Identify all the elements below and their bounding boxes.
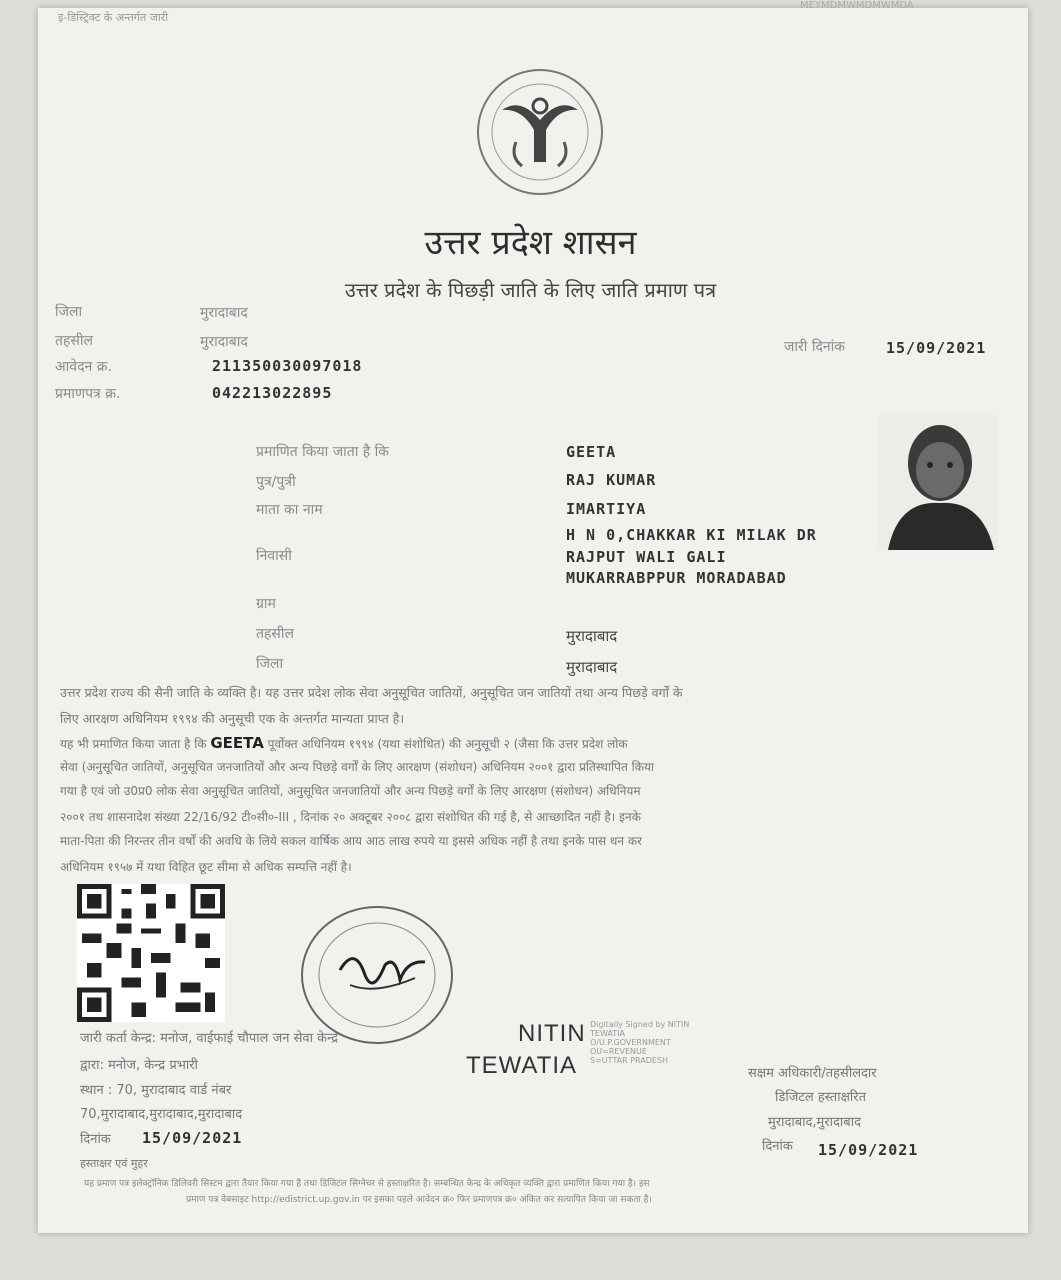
mother-label: माता का नाम [256,502,323,518]
issued-by: द्वारा: मनोज, केन्द्र प्रभारी [80,1058,198,1073]
body-line-8: अधिनियम १९५७ में यथा विहित छूट सीमा से अधिक सम्पत्ति नहीं है। [60,860,352,874]
header-note: इ-डिस्ट्रिक्ट के अन्तर्गत जारी [58,11,169,24]
name-value: GEETA [566,443,617,461]
footer-date-value: 15/09/2021 [142,1129,243,1147]
issue-date-value: 15/09/2021 [886,339,987,357]
certified-label: प्रमाणित किया जाता है कि [256,444,390,460]
place: स्थान : 70, मुरादाबाद वार्ड नंबर [80,1083,232,1098]
certificate-label: प्रमाणपत्र क्र. [55,386,121,402]
application-number: 211350030097018 [212,357,363,375]
body-line-3-prefix: यह भी प्रमाणित किया जाता है कि [60,737,211,751]
state-emblem-logo [470,62,610,202]
address-line-3: MUKARRABPPUR MORADABAD [566,569,787,587]
district-label: जिला [55,304,83,320]
district-detail-label: जिला [256,656,284,672]
digital-sign-line-3: O/U.P.GOVERNMENT [590,1038,671,1047]
title-main: उत्तर प्रदेश शासन [424,223,637,263]
parent-label: पुत्र/पुत्री [256,474,296,490]
digital-sign-line-4: OU=REVENUE [590,1047,647,1056]
signer-first-name: NITIN [518,1020,586,1047]
authority-date-label: दिनांक [762,1139,793,1154]
body-name: GEETA [210,734,264,752]
applicant-photo [878,415,998,550]
certificate-number: 042213022895 [212,384,333,402]
parent-value: RAJ KUMAR [566,471,657,489]
disclaimer-line-2: प्रमाण पत्र वेबसाइट http://edistrict.up.gov.in पर इसका पहले आवेदन क्र० फिर प्रमाणपत्र क्र० अंकित कर सत्यापित किया जा सकता है। [186,1195,652,1205]
village-label: ग्राम [256,596,276,612]
district-detail-value: मुरादाबाद [566,658,618,676]
tehsil-detail-value: मुरादाबाद [566,627,618,645]
resident-label: निवासी [256,548,292,564]
application-label: आवेदन क्र. [55,359,112,375]
mother-value: IMARTIYA [566,500,647,518]
district-value: मुरादाबाद [200,305,248,321]
body-line-1: उत्तर प्रदेश राज्य की सैनी जाति के व्यक्ति है। यह उत्तर प्रदेश लोक सेवा अनुसूचित जातियों, अनुसूचित जन जातियों तथा अन्य पिछड़े वर्गों के [60,685,683,700]
address-line-2: RAJPUT WALI GALI [566,548,727,566]
title-sub: उत्तर प्रदेश के पिछड़ी जाति के लिए जाति प्रमाण पत्र [344,278,717,302]
body-line-6: २००१ तथ शासनादेश संख्या 22/16/92 टी०सी०-III , दिनांक २० अक्टूबर २००८ द्वारा संशोधित की गई है, से आच्छादित नहीं है। इनके [60,810,641,824]
body-line-3-suffix: पूर्वोक्त अधिनियम १९९४ (यथा संशोधित) की अनुसूची २ (जैसा कि उत्तर प्रदेश लोक [263,737,628,751]
digital-sign-line-1: Digitally Signed by NITIN [590,1020,690,1029]
footer-signature-note: हस्ताक्षर एवं मुहर [80,1157,148,1170]
body-line-3 [60,734,1020,752]
issue-date-label: जारी दिनांक [784,339,846,355]
header-ref: MEYMDMWMDMWMDA [800,0,914,11]
body-line-7: माता-पिता की निरन्तर तीन वर्षों की अवधि के लिये सकल वार्षिक आय आठ लाख रुपये या इससे अधिक नहीं है तथा इनके पास धन कर [60,834,642,848]
qr-code [76,884,226,1022]
disclaimer-line-1: यह प्रमाण पत्र इलेक्ट्रॉनिक डिलिवरी सिस्टम द्वारा तैयार किया गया है तथा डिजिटल सिग्नेचर से हस्ताक्षरित है। सम्बन्धित केन्द्र के अधिकृत व्यक्ति द्वारा प्रमाणित किया गया है। इस [84,1179,650,1189]
address-line-1: H N 0,CHAKKAR KI MILAK DR [566,526,817,544]
digital-sign-line-2: TEWATIA [590,1029,625,1038]
authority-place: मुरादाबाद,मुरादाबाद [768,1115,861,1130]
tehsil-detail-label: तहसील [256,626,294,642]
digital-sign-note [590,1020,689,1065]
tehsil-label: तहसील [55,333,93,349]
place-line-2: 70,मुरादाबाद,मुरादाबाद,मुरादाबाद [80,1107,243,1122]
authority-sign: डिजिटल हस्ताक्षरित [775,1090,866,1105]
issued-centre: जारी कर्ता केन्द्र: मनोज, वाईफाई चौपाल जन सेवा केन्द्र [80,1031,339,1046]
tehsil-value: मुरादाबाद [200,334,248,350]
body-line-4: सेवा (अनुसूचित जातियों, अनुसूचित जनजातियों और अन्य पिछड़े वर्गों के लिए आरक्षण (संशोधन) अधिनियम २००१ द्वारा प्रतिस्थापित किया [60,760,655,774]
authority-title: सक्षम अधिकारी/तहसीलदार [748,1066,877,1081]
signer-last-name: TEWATIA [466,1052,577,1079]
digital-sign-line-5: S=UTTAR PRADESH [590,1056,669,1065]
footer-date-label: दिनांक [80,1132,111,1147]
body-line-2: लिए आरक्षण अधिनियम १९९४ की अनुसूची एक के अन्तर्गत मान्यता प्राप्त है। [60,711,405,726]
authority-date-value: 15/09/2021 [818,1141,919,1159]
body-line-5: गया है एवं जो उ0प्र0 लोक सेवा अनुसूचित जातियों, अनुसूचित जनजातियों और अन्य पिछड़े वर्गों के लिए आरक्षण (संशोधन) अधिनियम [60,784,641,798]
